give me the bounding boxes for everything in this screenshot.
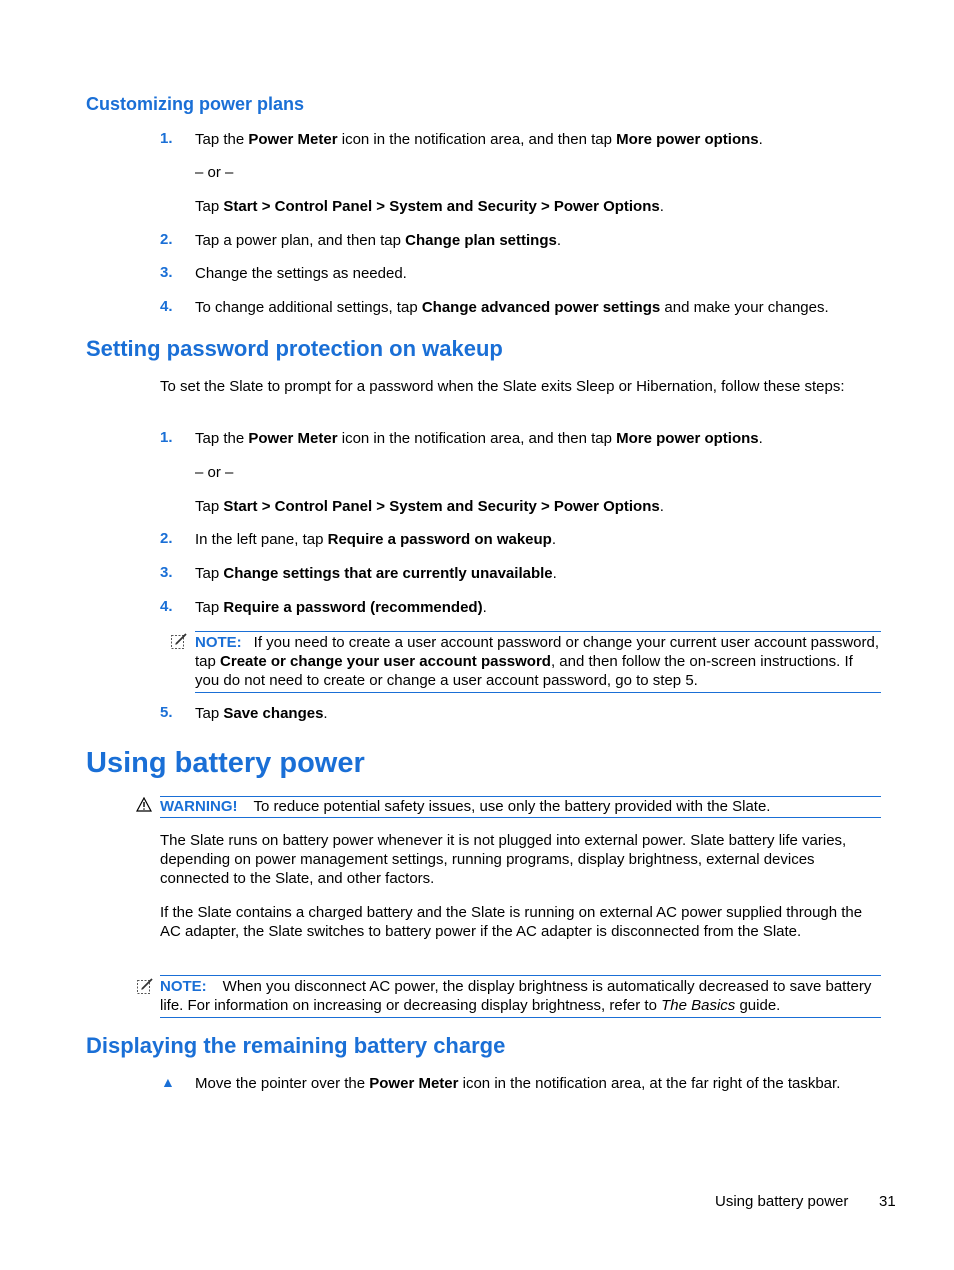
section-heading-customizing: Customizing power plans <box>86 94 305 114</box>
or-separator: – or – <box>195 164 234 181</box>
bullet-triangle-icon: ▲ <box>161 1074 175 1090</box>
note-label: NOTE: <box>160 978 207 995</box>
body-paragraph: If the Slate contains a charged battery and the Slate is running on external AC power supplied through the AC adapter, the Slate switches to battery power if the AC adapter is disconnected from the Slate. <box>160 904 863 940</box>
step-text: In the left pane, tap Require a password on wakeup. <box>195 531 557 548</box>
step-text: Tap Require a password (recommended). <box>195 599 487 616</box>
chapter-heading: Using battery power <box>86 747 365 779</box>
step-number: 5. <box>160 704 173 721</box>
note-box: NOTE: If you need to create a user account password or change your current user account password, tap Create or change your user account password, and then follow the on-screen instructions. If you do not need to create or change a user account password, go to step 5. <box>195 631 881 693</box>
note-box: NOTE: When you disconnect AC power, the display brightness is automatically decreased to save battery life. For information on increasing or decreasing display brightness, refer to The Basics guide. <box>160 975 881 1018</box>
step-number: 2. <box>160 231 173 248</box>
warning-box: WARNING! To reduce potential safety issues, use only the battery provided with the Slate. <box>160 796 881 818</box>
warning-label: WARNING! <box>160 798 238 815</box>
step-text: Tap the Power Meter icon in the notification area, and then tap More power options. <box>195 430 763 447</box>
step-number: 4. <box>160 598 173 615</box>
step-text: Change the settings as needed. <box>195 265 407 282</box>
body-paragraph: The Slate runs on battery power whenever it is not plugged into external power. Slate battery life varies, depending on power management settings, running programs, display brightness, external devices connected to the Slate, and other factors. <box>160 832 847 887</box>
bullet-text: Move the pointer over the Power Meter icon in the notification area, at the far right of the taskbar. <box>195 1075 841 1092</box>
step-text: Tap a power plan, and then tap Change plan settings. <box>195 232 562 249</box>
step-number: 2. <box>160 530 173 547</box>
step-alt-path: Tap Start > Control Panel > System and Security > Power Options. <box>195 498 664 515</box>
note-pencil-icon <box>136 977 154 995</box>
step-text: Tap the Power Meter icon in the notification area, and then tap More power options. <box>195 131 763 148</box>
step-number: 1. <box>160 429 173 446</box>
step-number: 3. <box>160 564 173 581</box>
step-number: 3. <box>160 264 173 281</box>
step-number: 4. <box>160 298 173 315</box>
footer-title: Using battery power <box>715 1193 849 1210</box>
intro-paragraph: To set the Slate to prompt for a password when the Slate exits Sleep or Hibernation, follow these steps: <box>160 378 845 395</box>
note-pencil-icon <box>170 632 188 650</box>
warning-triangle-icon <box>136 797 152 812</box>
step-alt-path: Tap Start > Control Panel > System and Security > Power Options. <box>195 198 664 215</box>
or-separator: – or – <box>195 464 234 481</box>
step-text: Tap Change settings that are currently unavailable. <box>195 565 557 582</box>
step-number: 1. <box>160 130 173 147</box>
section-heading-battery-charge: Displaying the remaining battery charge <box>86 1033 506 1058</box>
step-text: To change additional settings, tap Change advanced power settings and make your changes. <box>195 299 829 316</box>
page-number: 31 <box>879 1193 896 1210</box>
step-text: Tap Save changes. <box>195 705 328 722</box>
section-heading-password: Setting password protection on wakeup <box>86 336 503 361</box>
note-label: NOTE: <box>195 634 242 651</box>
